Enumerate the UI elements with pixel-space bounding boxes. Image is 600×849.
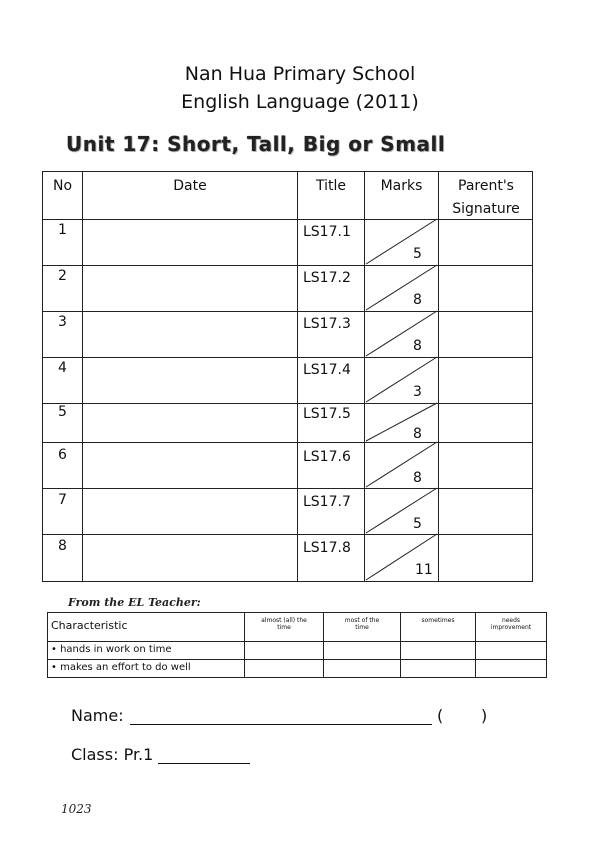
marks-slash: [366, 219, 437, 264]
marks-slash: [366, 534, 437, 580]
marks-slash: [366, 488, 437, 533]
row-title: LS17.6: [303, 449, 351, 465]
unit-title: Unit 17: Short, Tall, Big or Small: [66, 132, 446, 156]
row-title: LS17.8: [303, 540, 351, 556]
row-title: LS17.4: [303, 362, 351, 378]
row-title: LS17.2: [303, 270, 351, 286]
col-date: Date: [173, 178, 207, 194]
class-underline: [158, 763, 250, 764]
marks-slash: [366, 265, 437, 310]
row-no: 5: [58, 404, 67, 420]
row-no: 7: [58, 492, 67, 508]
row-no: 6: [58, 447, 67, 463]
scale-needs-improvement: needs improvement: [490, 617, 532, 631]
col-title: Title: [315, 178, 346, 194]
teacher-heading: From the EL Teacher:: [68, 596, 201, 609]
marks-slash: [366, 442, 437, 487]
scale-most: most of the time: [344, 617, 380, 631]
marks-slash: [366, 357, 437, 402]
row-marks: 3: [413, 384, 422, 400]
row-title: LS17.1: [303, 224, 351, 240]
marks-slash: [366, 403, 437, 441]
col-parent: Parent's: [458, 178, 514, 194]
row-no: 2: [58, 268, 67, 284]
row-marks: 11: [415, 562, 433, 578]
name-label: Name:: [71, 706, 124, 725]
school-name: Nan Hua Primary School: [184, 63, 416, 85]
row-marks: 8: [413, 470, 422, 486]
teacher-table: [47, 612, 547, 678]
class-label: Class: Pr.1: [71, 745, 154, 764]
row-marks: 5: [413, 516, 422, 532]
row-no: 4: [58, 360, 67, 376]
row-marks: 5: [413, 246, 422, 262]
name-underline: [130, 724, 432, 725]
scale-sometimes: sometimes: [421, 617, 455, 624]
item-effort: • makes an effort to do well: [51, 662, 191, 673]
col-marks: Marks: [380, 178, 423, 194]
marks-slash: [366, 311, 437, 356]
paren-close: ): [481, 706, 488, 725]
row-no: 8: [58, 538, 67, 554]
row-title: LS17.7: [303, 494, 351, 510]
row-title: LS17.5: [303, 406, 351, 422]
page-code: 1023: [61, 802, 92, 816]
item-on-time: • hands in work on time: [51, 644, 172, 655]
row-marks: 8: [413, 292, 422, 308]
scale-almost-all: almost (all) the time: [261, 617, 307, 631]
row-marks: 8: [413, 338, 422, 354]
subject-title: English Language (2011): [181, 91, 419, 113]
row-title: LS17.3: [303, 316, 351, 332]
row-no: 1: [58, 222, 67, 238]
row-no: 3: [58, 314, 67, 330]
col-signature: Signature: [452, 201, 520, 217]
paren-open: (: [437, 706, 444, 725]
characteristic-label: Characteristic: [51, 619, 128, 632]
row-marks: 8: [413, 426, 422, 442]
col-no: No: [52, 178, 73, 194]
